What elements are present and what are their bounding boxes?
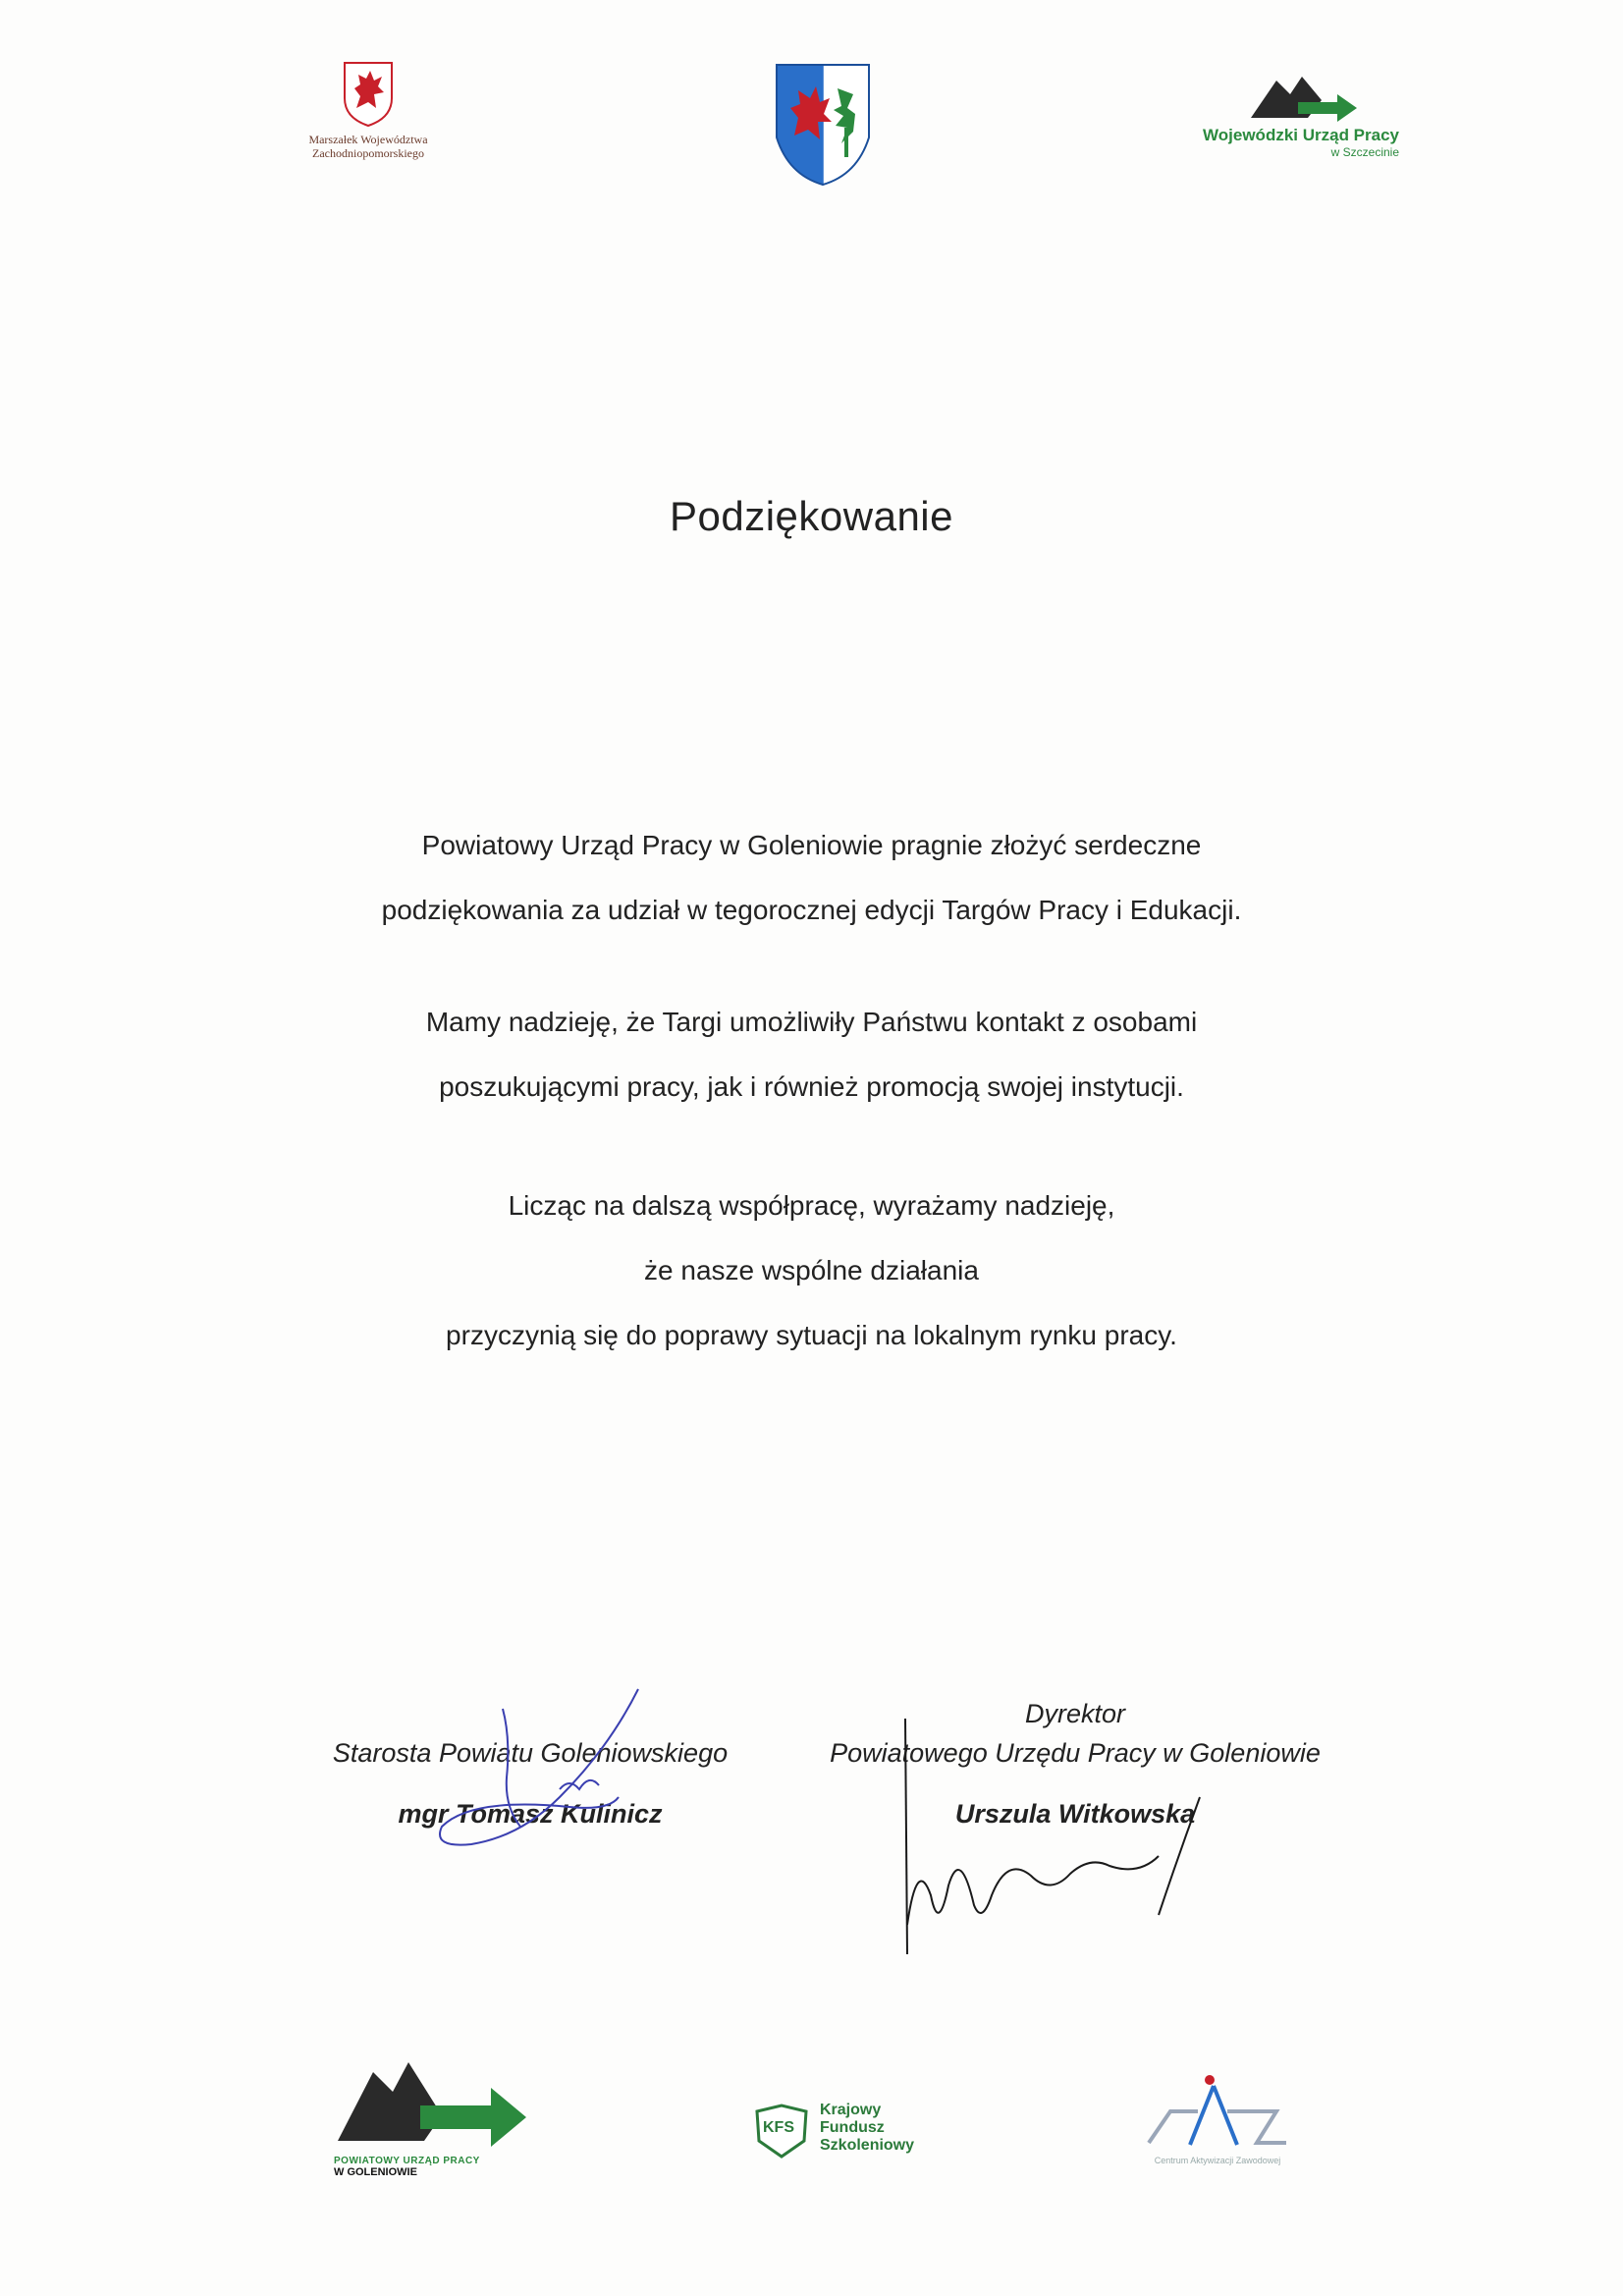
paragraph-1-line-2: podziękowania za udział w tegorocznej edycji Targów Pracy i Edukacji. (381, 895, 1242, 925)
paragraph-2-line-2: poszukującymi pracy, jak i również promocją swojej instytucji. (439, 1071, 1184, 1102)
regional-shield-icon (769, 59, 877, 191)
kfs-badge-text: KFS (763, 2119, 794, 2136)
mountain-arrow-logo-icon (334, 2043, 530, 2151)
paragraph-1 (0, 813, 1623, 943)
kfs-caption-line1: Krajowy (820, 2102, 882, 2118)
kfs-caption-line2: Fundusz (820, 2119, 885, 2136)
wup-logo (1173, 67, 1399, 159)
paragraph-2-line-1: Mamy nadzieję, że Targi umożliwiły Państwu kontakt z osobami (425, 1007, 1198, 1037)
marszalek-caption-line2: Zachodniopomorskiego (312, 146, 424, 160)
handwritten-signature-left (412, 1679, 648, 1866)
handwritten-signature-right (884, 1709, 1217, 1974)
caz-figure-icon (1119, 2072, 1316, 2151)
paragraph-3-line-3: przyczynią się do poprawy sytuacji na lokalnym rynku pracy. (446, 1320, 1177, 1350)
caz-logo (1119, 2072, 1316, 2165)
left-signature-name: mgr Tomasz Kulinicz (398, 1799, 663, 1829)
kfs-caption-line3: Szkoleniowy (820, 2137, 915, 2154)
marszalek-caption-line1: Marszałek Województwa (308, 133, 428, 146)
wup-caption-line1: Wojewódzki Urząd Pracy (1203, 126, 1399, 144)
caz-caption: Centrum Aktywizacji Zawodowej (1154, 2156, 1281, 2165)
left-signature-role: Starosta Powiatu Goleniowskiego (332, 1738, 729, 1768)
griffin-coat-of-arms-icon (341, 59, 396, 128)
right-signature-role-2: Powiatowego Urzędu Pracy w Goleniowie (830, 1738, 1321, 1768)
paragraph-2 (0, 990, 1623, 1120)
right-signature-role-1: Dyrektor (1024, 1699, 1125, 1728)
regional-shield-logo (769, 59, 877, 191)
pup-caption-line1: POWIATOWY URZĄD PRACY (334, 2156, 480, 2166)
marszalek-logo (275, 59, 461, 160)
paragraph-3-line-2: że nasze wspólne działania (644, 1255, 979, 1285)
mountain-arrow-logo-icon (1247, 67, 1365, 126)
pup-caption-line2: W GOLENIOWIE (334, 2166, 417, 2178)
right-signature-name: Urszula Witkowska (954, 1799, 1196, 1829)
paragraph-1-line-1: Powiatowy Urząd Pracy w Goleniowie pragnie złożyć serdeczne (421, 830, 1202, 860)
pup-goleniow-logo (334, 2043, 530, 2178)
kfs-logo (751, 2102, 947, 2160)
paragraph-3 (0, 1174, 1623, 1368)
page-title: Podziękowanie (669, 493, 953, 539)
paragraph-3-line-1: Licząc na dalszą współpracę, wyrażamy nadzieję, (508, 1190, 1115, 1221)
wup-caption-line2: w Szczecinie (1330, 145, 1399, 159)
